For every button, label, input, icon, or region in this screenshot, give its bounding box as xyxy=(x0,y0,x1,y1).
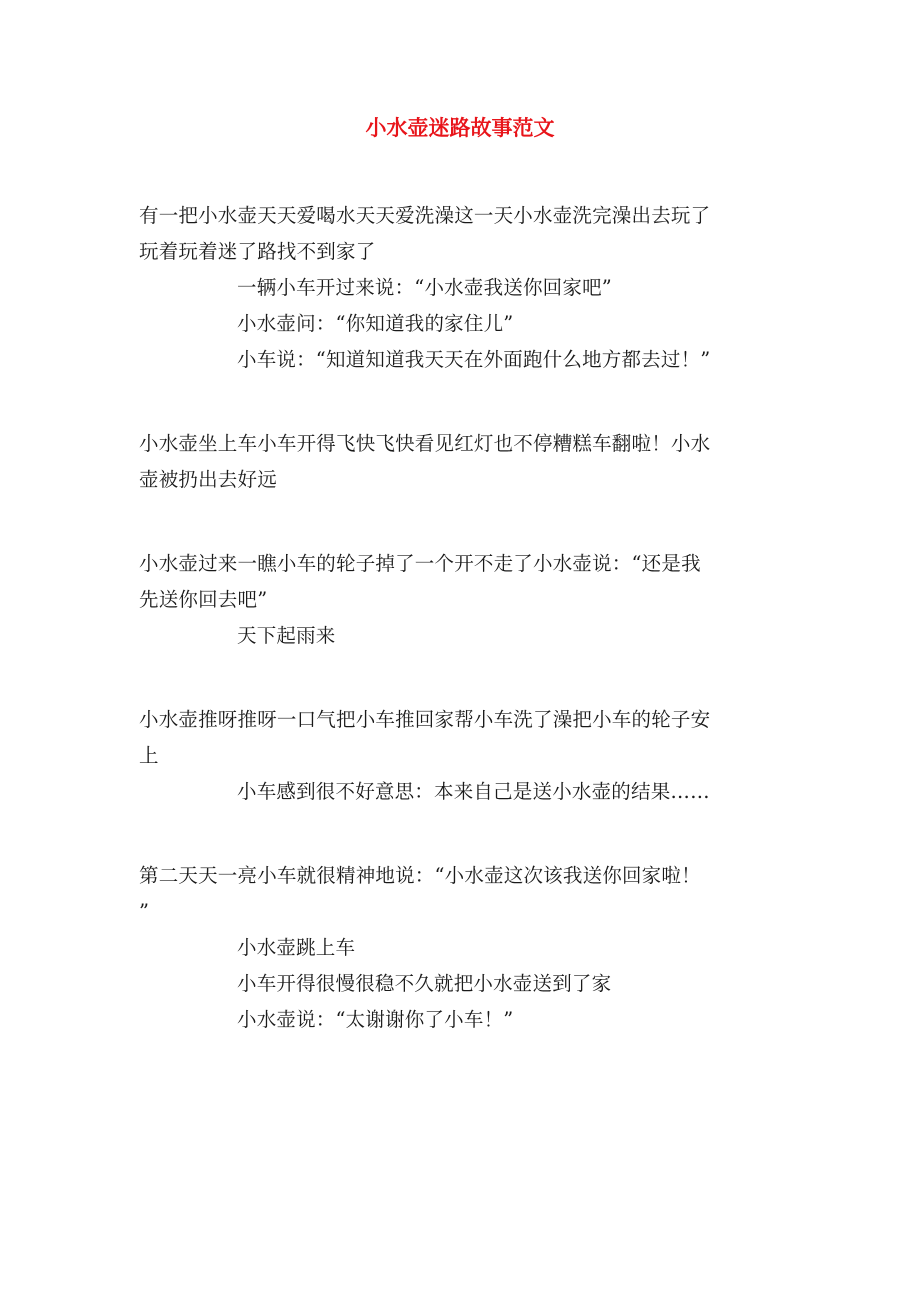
paragraph xyxy=(139,546,779,618)
paragraph-line: 有一把小水壶天天爱喝水天天爱洗澡这一天小水壶洗完澡出去玩了 xyxy=(139,204,711,227)
indented-line: 小车开得很慢很稳不久就把小水壶送到了家 xyxy=(237,972,612,995)
paragraph xyxy=(139,858,779,930)
paragraph xyxy=(139,426,779,498)
paragraph-line: 玩着玩着迷了路找不到家了 xyxy=(139,240,376,263)
indented-line: 小车说：“知道知道我天天在外面跑什么地方都去过！” xyxy=(237,348,711,371)
paragraph-spacer xyxy=(139,378,779,426)
indented-line: 小车感到很不好意思：本来自己是送小水壶的结果…… xyxy=(237,780,710,803)
paragraph-line: ” xyxy=(139,900,150,923)
paragraph-line: 第二天天一亮小车就很精神地说：“小水壶这次该我送你回家啦！ xyxy=(139,864,701,887)
paragraph xyxy=(139,198,779,270)
indented-line: 小水壶跳上车 xyxy=(237,936,356,959)
indented-line: 小水壶问：“你知道我的家住儿” xyxy=(237,312,514,335)
paragraph-spacer xyxy=(139,810,779,858)
paragraph-spacer xyxy=(139,498,779,546)
paragraph-line: 先送你回去吧” xyxy=(139,588,268,611)
paragraph-line: 上 xyxy=(139,744,159,767)
paragraph-spacer xyxy=(139,654,779,702)
paragraph-line: 壶被扔出去好远 xyxy=(139,468,277,491)
paragraph-line: 小水壶坐上车小车开得飞快飞快看见红灯也不停糟糕车翻啦！小水 xyxy=(139,432,711,455)
paragraph-line: 小水壶过来一瞧小车的轮子掉了一个开不走了小水壶说：“还是我 xyxy=(139,552,701,575)
document-body xyxy=(139,198,779,1038)
paragraph xyxy=(139,702,779,774)
indented-line: 天下起雨来 xyxy=(237,624,336,647)
indented-line: 小水壶说：“太谢谢你了小车！” xyxy=(237,1008,514,1031)
document-title: 小水壶迷路故事范文 xyxy=(365,115,555,140)
paragraph-line: 小水壶推呀推呀一口气把小车推回家帮小车洗了澡把小车的轮子安 xyxy=(139,708,711,731)
indented-line: 一辆小车开过来说：“小水壶我送你回家吧” xyxy=(237,276,612,299)
